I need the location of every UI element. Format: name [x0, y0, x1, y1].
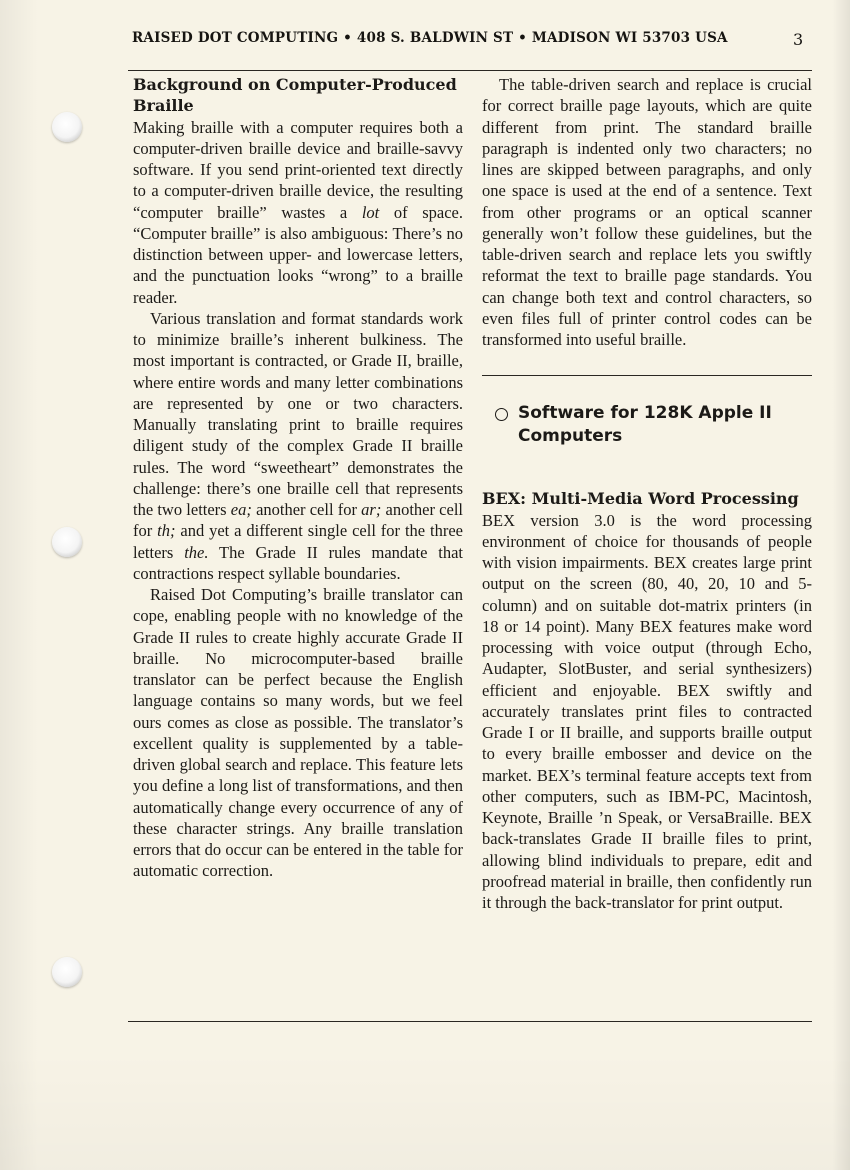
- circle-bullet-icon: [495, 408, 508, 421]
- text-run: Various translation and format standards work to minimize braille’s inherent bulkiness. The most important is contracted, or Grade II, braille, where entire words and many letter combinations are represented by one or two characters. Manually translating print to braille requires diligent study of the complex Grade II braille rules. The word “sweetheart” demonstrates the challenge: there’s one braille cell that represents the two letters: [133, 308, 463, 519]
- text-run: another cell for: [251, 500, 362, 519]
- page-shadow-left: [0, 0, 38, 1170]
- emphasis-ea: ea;: [230, 500, 252, 519]
- text-run: The Grade II rules mandate that contractions respect syllable boundaries.: [133, 542, 463, 583]
- section-divider: [482, 375, 812, 376]
- footer-rule: [128, 1021, 812, 1022]
- binder-hole-top: [52, 112, 82, 142]
- emphasis-ar: ar;: [361, 500, 382, 519]
- paragraph-translator: Raised Dot Computing’s braille translator can cope, enabling people with no knowledge of the Grade II rules to create highly accurate Grade II braille. No microcomputer-based braille translator can be perfect because the English language contains so many words, but we feel ours comes as close as possible. The translator’s excellent quality is supplemented by a table-driven global search and replace. This feature lets you define a long list of transformations, and then automatically change every occurrence of any of these character strings. Any braille translation errors that do occur can be entered in the table for automatic correction.: [133, 585, 463, 881]
- header-rule: [128, 70, 812, 71]
- running-head: RAISED DOT COMPUTING • 408 S. BALDWIN ST • MADISON WI 53703 USA: [132, 30, 728, 46]
- left-column: [133, 74, 463, 882]
- emphasis-the: the.: [184, 542, 209, 562]
- binder-hole-middle: [52, 527, 82, 557]
- page-number: 3: [793, 30, 804, 49]
- text-run: and yet a different single cell for the three letters: [133, 521, 463, 562]
- text-run: another cell for: [133, 500, 463, 541]
- emphasis-lot: lot: [361, 202, 380, 222]
- paragraph-bex: BEX version 3.0 is the word processing environment of choice for thousands of people with vision impairments. BEX creates large print output on the screen (80, 40, 20, 10 and 5-column) and on suitable dot-matrix printers (in 18 or 14 point). Many BEX features make word processing with voice output (through Echo, Audapter, SlotBuster, and serial synthesizers) efficient and enjoyable. BEX swiftly and accurately translates print files to contracted Grade I or II braille, and supports braille output to every braille embosser and device on the market. BEX’s terminal feature accepts text from other computers, such as IBM-PC, Macintosh, Keynote, Braille ’n Speak, or VersaBraille. BEX back-translates Grade II braille files to print, allowing blind individuals to prepare, edit and proofread material in braille, then confidently run it through the back-translator for print output.: [482, 510, 812, 912]
- right-column: [482, 74, 812, 913]
- emphasis-th: th;: [157, 521, 176, 541]
- heading-bex: BEX: Multi-Media Word Processing: [482, 489, 799, 509]
- binder-hole-bottom: [52, 957, 82, 987]
- paragraph-grade-two: [133, 308, 463, 584]
- page-bottom-tone: [0, 1050, 850, 1170]
- page-shadow-right: [832, 0, 850, 1170]
- section-heading-apple: [482, 402, 812, 448]
- paragraph-search-replace: The table-driven search and replace is crucial for correct braille page layouts, which are quite different from print. The standard braille paragraph is indented only two characters; no lines are skipped between paragraphs, and only one space is used at the end of a sentence. Text from other programs or an optical scanner generally won’t follow these guidelines, but the table-driven search and replace lets you swiftly reformat the text to braille page standards. You can change both text and control characters, so even files full of printer control codes can be transformed into useful braille.: [482, 75, 812, 349]
- heading-background: Background on Computer-Produced Braille: [133, 75, 457, 116]
- text-run: of space. “Computer braille” is also ambiguous: There’s no distinction between upper- and lowercase letters, and the punctuation looks “wrong” to a braille reader.: [133, 202, 463, 307]
- section-heading-text: Software for 128K Apple II Computers: [518, 403, 772, 447]
- text-run: Making braille with a computer requires both a computer-driven braille device and braille-savvy software. If you send print-oriented text directly to a computer-driven braille device, the resulting “computer braille” wastes a: [133, 117, 463, 222]
- paragraph-computer-braille: [133, 117, 463, 308]
